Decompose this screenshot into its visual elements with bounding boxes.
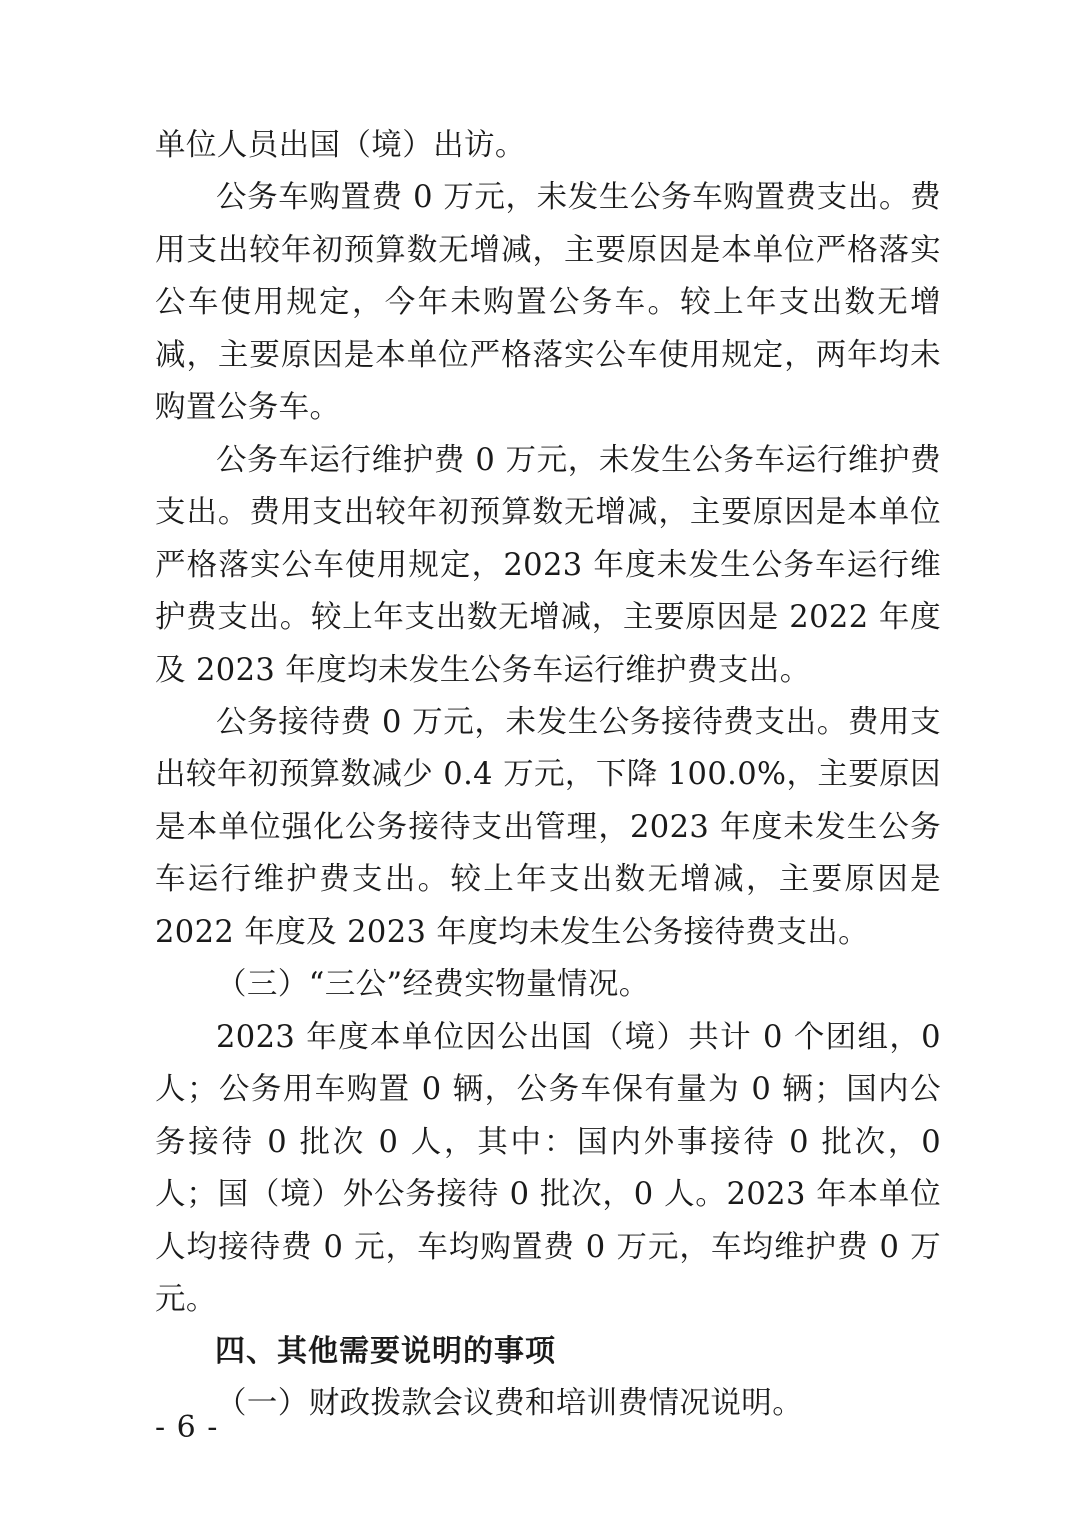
document-body (155, 120, 941, 1430)
page-number: - 6 - (155, 1410, 219, 1445)
subsection-heading-meeting-training-fee: （一）财政拨款会议费和培训费情况说明。 (216, 1386, 804, 1422)
paragraph-hospitality-fee: 公务接待费 0 万元，未发生公务接待费支出。费用支出较年初预算数减少 0.4 万元，下降 100.0%，主要原因是本单位强化公务接待支出管理，2023 年度未发生公务车运行维护费支出。较上年支出数无增减，主要原因是 2022 年度及 2023 年度均未发生公务接待费支出。 (155, 704, 941, 950)
paragraph-vehicle-purchase-fee: 公务车购置费 0 万元，未发生公务车购置费支出。费用支出较年初预算数无增减，主要原因是本单位严格落实公车使用规定，今年未购置公务车。较上年支出数无增减，主要原因是本单位严格落实公车使用规定，两年均未购置公务车。 (155, 180, 941, 426)
paragraph-vehicle-maintenance-fee: 公务车运行维护费 0 万元，未发生公务车运行维护费支出。费用支出较年初预算数无增减，主要原因是本单位严格落实公车使用规定，2023 年度未发生公务车运行维护费支出。较上年支出数无增减，主要原因是 2022 年度及 2023 年度均未发生公务车运行维护费支出。 (155, 442, 941, 688)
section-heading-three-public-quantities: （三）“三公”经费实物量情况。 (216, 967, 650, 1003)
paragraph-continuation: 单位人员出国（境）出访。 (155, 128, 526, 163)
section-heading-other-matters: 四、其他需要说明的事项 (215, 1334, 556, 1370)
paragraph-physical-quantities: 2023 年度本单位因公出国（境）共计 0 个团组，0 人；公务用车购置 0 辆，公务车保有量为 0 辆；国内公务接待 0 批次 0 人，其中：国内外事接待 0 批次，0 人；国（境）外公务接待 0 批次，0 人。2023 年本单位人均接待费 0 元，车均购置费 0 万元，车均维护费 0 万元。 (155, 1019, 941, 1317)
